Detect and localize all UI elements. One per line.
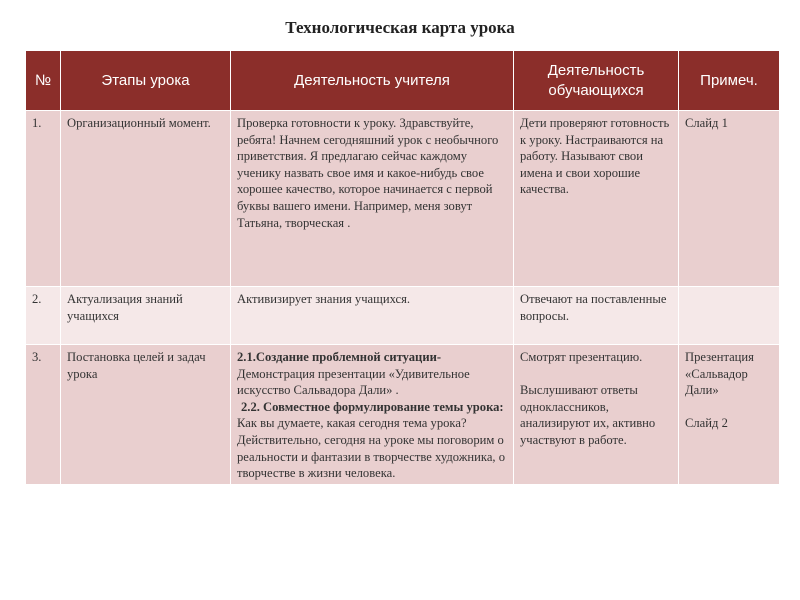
table-row	[26, 111, 780, 287]
table-row	[26, 287, 780, 345]
table-header-row	[26, 51, 780, 111]
row-number: 3.	[26, 345, 61, 485]
row-stage: Организационный момент.	[61, 111, 231, 287]
table-row	[26, 345, 780, 485]
teacher-part2-heading: 2.2. Совместное формулирование темы урока:	[241, 399, 504, 414]
row-students-activity: Отвечают на поставленные вопросы.	[514, 287, 679, 345]
header-number: №	[26, 51, 61, 111]
header-stages: Этапы урока	[61, 51, 231, 111]
row-number: 2.	[26, 287, 61, 345]
students-part2: Выслушивают ответы одноклассников, анализируют их, активно участвуют в работе.	[520, 383, 656, 447]
header-teacher-activity: Деятельность учителя	[231, 51, 514, 111]
teacher-part1-heading: 2.1.Создание проблемной ситуации-	[237, 350, 442, 364]
row-number: 1.	[26, 111, 61, 287]
row-notes	[679, 287, 780, 345]
row-stage: Актуализация знаний учащихся	[61, 287, 231, 345]
row-students-activity	[514, 345, 679, 485]
row-students-activity: Дети проверяют готовность к уроку. Настраиваются на работу. Называют свои имена и свои хорошие качества.	[514, 111, 679, 287]
row-teacher-activity: Активизирует знания учащихся.	[231, 287, 514, 345]
students-spacer	[520, 366, 672, 383]
header-students-activity	[514, 51, 679, 111]
notes-spacer	[685, 399, 773, 416]
teacher-part2-text: Как вы думаете, какая сегодня тема урока? Действительно, сегодня на уроке мы поговорим о реальности и фантазии в творчестве художника, о творчестве в жизни человека.	[237, 416, 506, 481]
header-students-line2: обучающихся	[548, 81, 644, 99]
notes-part2: Слайд 2	[685, 416, 728, 431]
row-teacher-activity: Проверка готовности к уроку. Здравствуйте, ребята! Начнем сегодняшний урок с необычного приветствия. Я предлагаю сейчас каждому ученику назвать свое имя и какое-нибудь свое хорошее качество, которое начинается с первой буквы вашего имени. Например, меня зовут Татьяна, творческая .	[231, 111, 514, 287]
row-teacher-activity	[231, 345, 514, 485]
header-notes: Примеч.	[679, 51, 780, 111]
teacher-part1-text: Демонстрация презентации «Удивительное искусство Сальвадора Дали» .	[237, 366, 470, 398]
notes-part1: Презентация «Сальвадор Дали»	[685, 350, 754, 398]
row-stage: Постановка целей и задач урока	[61, 345, 231, 485]
header-students-line1: Деятельность	[547, 61, 645, 79]
lesson-map-table	[25, 50, 780, 485]
students-part1: Смотрят презентацию.	[520, 350, 643, 364]
row-notes	[679, 345, 780, 485]
row-notes: Слайд 1	[679, 111, 780, 287]
page-title: Технологическая карта урока	[285, 18, 515, 37]
